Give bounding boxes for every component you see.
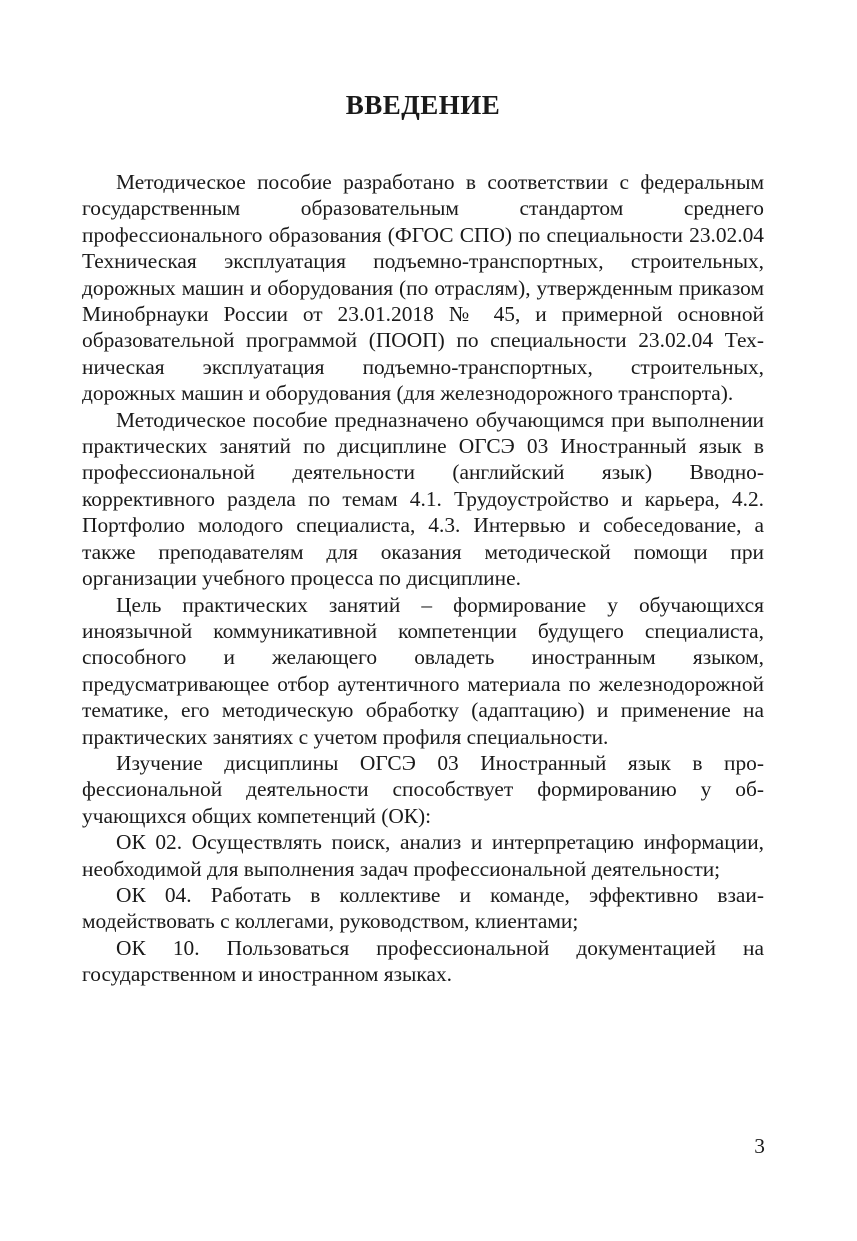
paragraph-competency-ok04: ОК 04. Работать в коллективе и команде, эффективно взаимодействовать с коллегами, руководством, клиентами; xyxy=(82,882,764,934)
paragraph-competency-ok02: ОК 02. Осуществлять поиск, анализ и интерпретацию информации, необходимой для выполнения задач профессиональной деятельности; xyxy=(82,830,764,881)
paragraph-purpose-standard: Методическое пособие разработано в соответствии с федеральным государственным образовательным стандартом среднего профессионального образования (ФГОС СПО) по специальности 23.02.04 Техническая эксплуатация подъемно-транспортных, строительных, дорожных машин и оборудования (по отраслям), утвержденным приказом Минобрнауки России от 23.01.2018 № 45, и примерной основной образовательной программой (ПООП) по специальности 23.02.04 Техническая эксплуатация подъемно-транспортных, строительных, дорожных машин и оборудования (для железнодорожного транспорта). xyxy=(82,170,764,406)
paragraph-competency-ok10: ОК 10. Пользоваться профессиональной документацией на государственном и иностранном языках. xyxy=(82,935,764,987)
page-number: 3 xyxy=(754,1134,765,1158)
page-title: ВВЕДЕНИЕ xyxy=(345,90,501,120)
paragraph-competencies-intro: Изучение дисциплины ОГСЭ 03 Иностранный язык в профессиональной деятельности способствует формированию у обучающихся общих компетенций (ОК): xyxy=(82,750,764,828)
document-page xyxy=(82,92,764,988)
paragraph-goal: Цель практических занятий – формирование у обучающихся иноязычной коммуникативной компетенции будущего специалиста, способного и желающего овладеть иностранным языком, предусматривающее отбор аутентичного материала по железнодорожной тематике, его методическую обработку (адаптацию) и применение на практических занятиях с учетом профиля специальности. xyxy=(82,592,764,749)
paragraph-intended-audience: Методическое пособие предназначено обучающимся при выполнении практических занятий по дисциплине ОГСЭ 03 Иностранный язык в профессиональной деятельности (английский язык) Вводно-коррективного раздела по темам 4.1. Трудоустройство и карьера, 4.2. Портфолио молодого специалиста, 4.3. Интервью и собеседование, а также преподавателям для оказания методической помощи при организации учебного процесса по дисциплине. xyxy=(82,407,764,591)
